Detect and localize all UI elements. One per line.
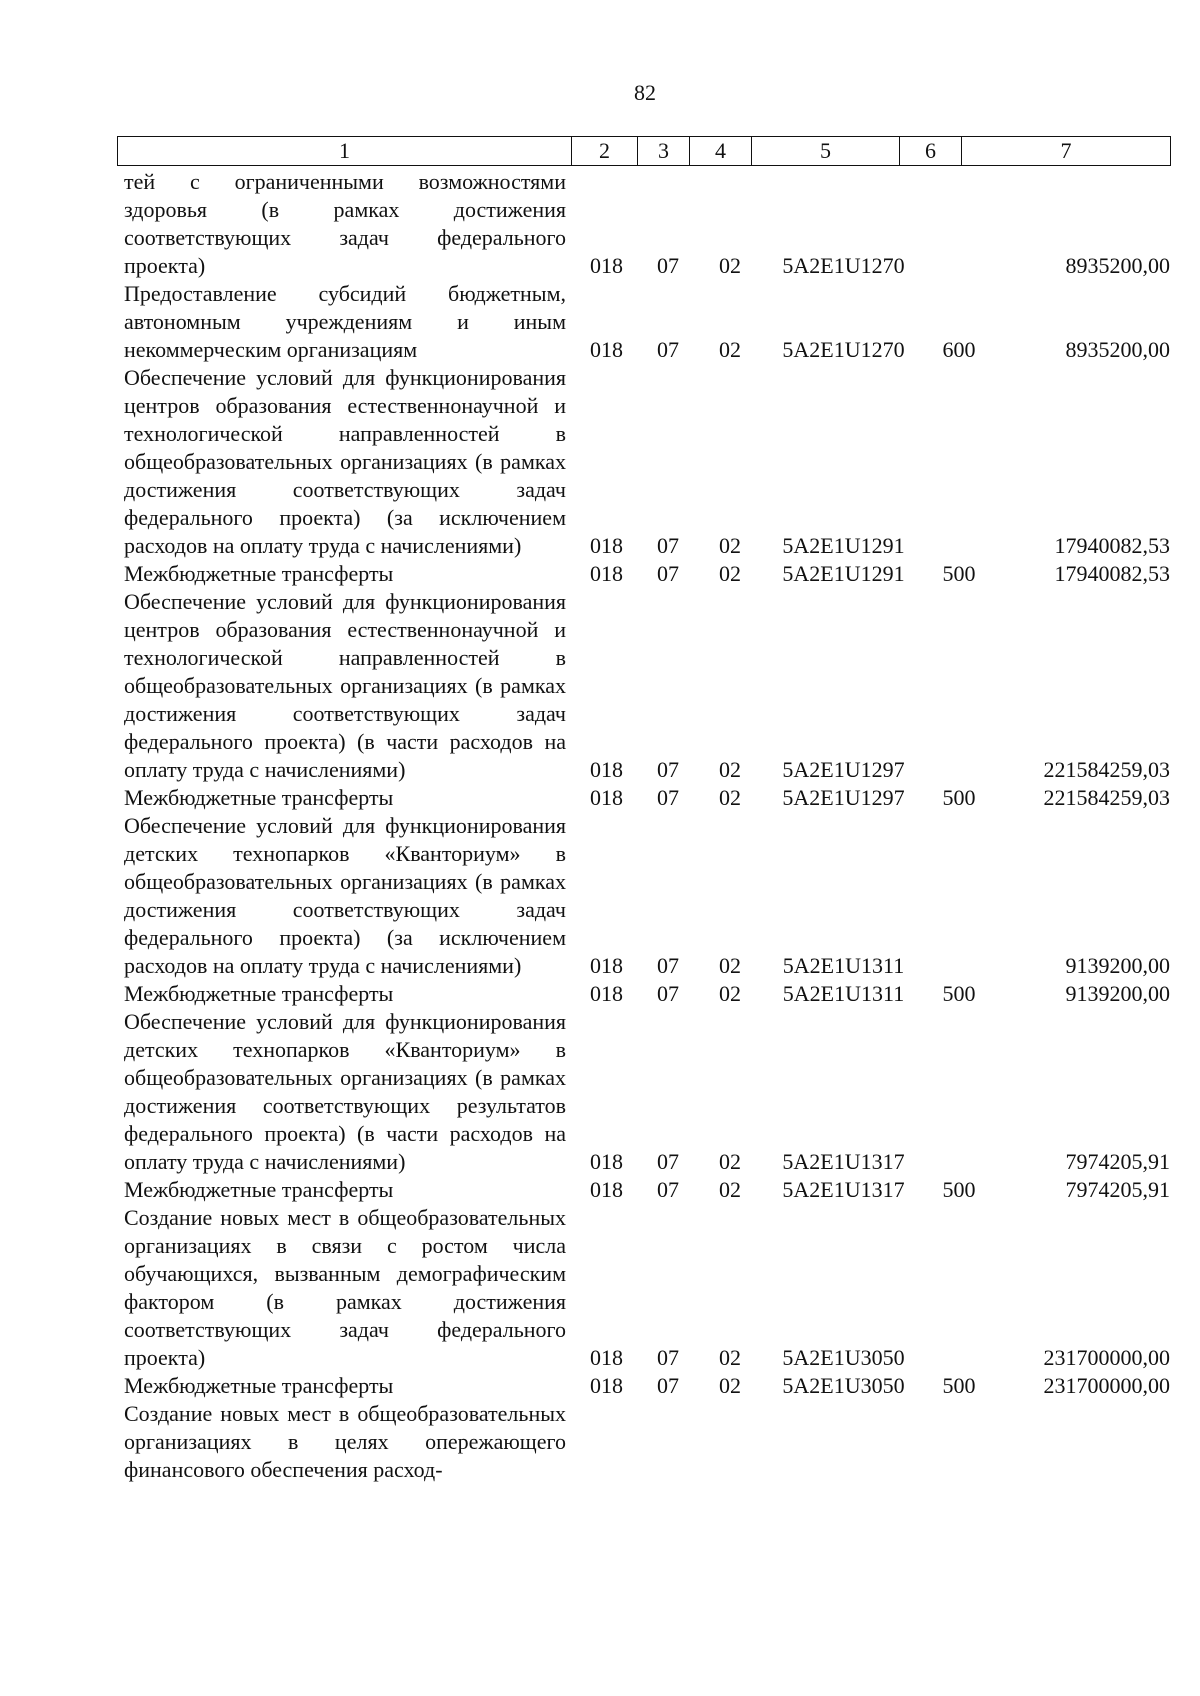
row-amount: 231700000,00 — [1043, 1373, 1170, 1398]
row-expense-type: 500 — [942, 785, 976, 810]
row-target-code: 5А2Е1U1317 — [782, 1177, 905, 1202]
row-expense-type: 500 — [942, 561, 976, 586]
column-header-6: 6 — [900, 137, 962, 166]
table-row — [124, 588, 1170, 784]
row-code-col3: 07 — [657, 1345, 679, 1370]
row-code-col2: 018 — [590, 561, 623, 586]
row-code-col2: 018 — [590, 337, 623, 362]
row-code-col4: 02 — [719, 953, 741, 978]
row-code-col2: 018 — [590, 533, 623, 558]
row-code-col3: 07 — [657, 337, 679, 362]
row-description: Создание новых мест в общеобразовательных организациях в связи с ростом числа обучающихся, вызванным демографическим фактором (в рамках достижения соответствующих задач федерального проекта) — [124, 1205, 566, 1370]
row-code-col3: 07 — [657, 561, 679, 586]
row-code-col4: 02 — [719, 1373, 741, 1398]
row-amount: 17940082,53 — [1054, 533, 1170, 558]
table-row — [124, 1176, 1170, 1204]
table-row — [124, 980, 1170, 1008]
row-amount: 7974205,91 — [1065, 1177, 1170, 1202]
table-row — [124, 812, 1170, 980]
row-code-col4: 02 — [719, 561, 741, 586]
row-code-col3: 07 — [657, 953, 679, 978]
row-expense-type: 600 — [942, 337, 976, 362]
row-code-col3: 07 — [657, 253, 679, 278]
row-code-col3: 07 — [657, 533, 679, 558]
row-description: Межбюджетные трансферты — [124, 981, 394, 1006]
row-description: Обеспечение условий для функционирования центров образования естественнонаучной и технологической направленностей в общеобразовательных организациях (в рамках достижения соответствующих задач федерального проекта) (в части расходов на оплату труда с начислениями) — [124, 589, 566, 782]
row-amount: 231700000,00 — [1043, 1345, 1170, 1370]
row-description: Межбюджетные трансферты — [124, 1177, 394, 1202]
table-row — [124, 364, 1170, 560]
row-amount: 221584259,03 — [1043, 757, 1170, 782]
row-target-code: 5А2Е1U1270 — [782, 253, 905, 278]
page-number: 82 — [634, 80, 656, 105]
row-code-col4: 02 — [719, 1177, 741, 1202]
row-code-col3: 07 — [657, 757, 679, 782]
row-code-col2: 018 — [590, 953, 623, 978]
row-target-code: 5А2Е1U3050 — [782, 1345, 905, 1370]
table-row — [124, 1372, 1170, 1400]
row-target-code: 5А2Е1U1270 — [782, 337, 905, 362]
row-code-col3: 07 — [657, 785, 679, 810]
row-target-code: 5А2Е1U1311 — [782, 981, 905, 1006]
row-code-col2: 018 — [590, 253, 623, 278]
row-target-code: 5А2Е1U1291 — [782, 533, 905, 558]
row-expense-type: 500 — [942, 1373, 976, 1398]
column-header-4: 4 — [690, 137, 752, 166]
row-description: Обеспечение условий для функционирования детских технопарков «Кванториум» в общеобразовательных организациях (в рамках достижения соответствующих задач федерального проекта) (за исключением расходов на оплату труда с начислениями) — [124, 813, 566, 978]
row-target-code: 5А2Е1U1317 — [782, 1149, 905, 1174]
row-description: тей с ограниченными возможностями здоровья (в рамках достижения соответствующих задач федерального проекта) — [124, 169, 566, 278]
column-header-2: 2 — [572, 137, 638, 166]
table-row — [124, 1204, 1170, 1372]
row-amount: 9139200,00 — [1065, 953, 1170, 978]
table-row — [124, 1008, 1170, 1176]
column-header-3: 3 — [638, 137, 690, 166]
row-code-col2: 018 — [590, 981, 623, 1006]
row-code-col4: 02 — [719, 253, 741, 278]
row-code-col4: 02 — [719, 1345, 741, 1370]
row-code-col2: 018 — [590, 785, 623, 810]
table-row — [124, 168, 1170, 280]
row-amount: 9139200,00 — [1065, 981, 1170, 1006]
table-row — [124, 560, 1170, 588]
row-description: Обеспечение условий для функционирования центров образования естественнонаучной и технологической направленностей в общеобразовательных организациях (в рамках достижения соответствующих задач федерального проекта) (за исключением расходов на оплату труда с начислениями) — [124, 365, 566, 558]
row-description: Предоставление субсидий бюджетным, автономным учреждениям и иным некоммерческим организациям — [124, 281, 566, 362]
row-target-code: 5А2Е1U3050 — [782, 1373, 905, 1398]
row-description: Обеспечение условий для функционирования детских технопарков «Кванториум» в общеобразовательных организациях (в рамках достижения соответствующих результатов федерального проекта) (в части расходов на оплату труда с начислениями) — [124, 1009, 566, 1174]
row-expense-type: 500 — [942, 1177, 976, 1202]
table-body — [124, 168, 1170, 1484]
row-amount: 8935200,00 — [1065, 337, 1170, 362]
row-amount: 17940082,53 — [1054, 561, 1170, 586]
row-amount: 221584259,03 — [1043, 785, 1170, 810]
row-code-col3: 07 — [657, 1177, 679, 1202]
column-header-1: 1 — [118, 137, 572, 166]
row-description: Создание новых мест в общеобразовательных организациях в целях опережающего финансового обеспечения расход- — [124, 1401, 566, 1482]
row-target-code: 5А2Е1U1297 — [782, 785, 905, 810]
row-target-code: 5А2Е1U1311 — [782, 953, 905, 978]
row-code-col4: 02 — [719, 757, 741, 782]
row-code-col4: 02 — [719, 533, 741, 558]
row-code-col2: 018 — [590, 757, 623, 782]
table-row — [124, 784, 1170, 812]
table-row — [124, 280, 1170, 364]
table-row — [124, 1400, 1170, 1484]
row-target-code: 5А2Е1U1291 — [782, 561, 905, 586]
column-header-row — [118, 137, 1171, 166]
row-code-col3: 07 — [657, 1373, 679, 1398]
row-code-col4: 02 — [719, 785, 741, 810]
row-code-col3: 07 — [657, 1149, 679, 1174]
row-code-col2: 018 — [590, 1345, 623, 1370]
row-code-col2: 018 — [590, 1177, 623, 1202]
row-code-col4: 02 — [719, 337, 741, 362]
row-code-col3: 07 — [657, 981, 679, 1006]
row-description: Межбюджетные трансферты — [124, 1373, 394, 1398]
row-expense-type: 500 — [942, 981, 976, 1006]
row-description: Межбюджетные трансферты — [124, 561, 394, 586]
column-header-table — [117, 136, 1171, 166]
row-amount: 8935200,00 — [1065, 253, 1170, 278]
row-code-col2: 018 — [590, 1149, 623, 1174]
row-amount: 7974205,91 — [1065, 1149, 1170, 1174]
column-header-7: 7 — [962, 137, 1171, 166]
column-header-5: 5 — [752, 137, 900, 166]
row-code-col4: 02 — [719, 1149, 741, 1174]
row-target-code: 5А2Е1U1297 — [782, 757, 905, 782]
row-code-col2: 018 — [590, 1373, 623, 1398]
row-code-col4: 02 — [719, 981, 741, 1006]
row-description: Межбюджетные трансферты — [124, 785, 394, 810]
